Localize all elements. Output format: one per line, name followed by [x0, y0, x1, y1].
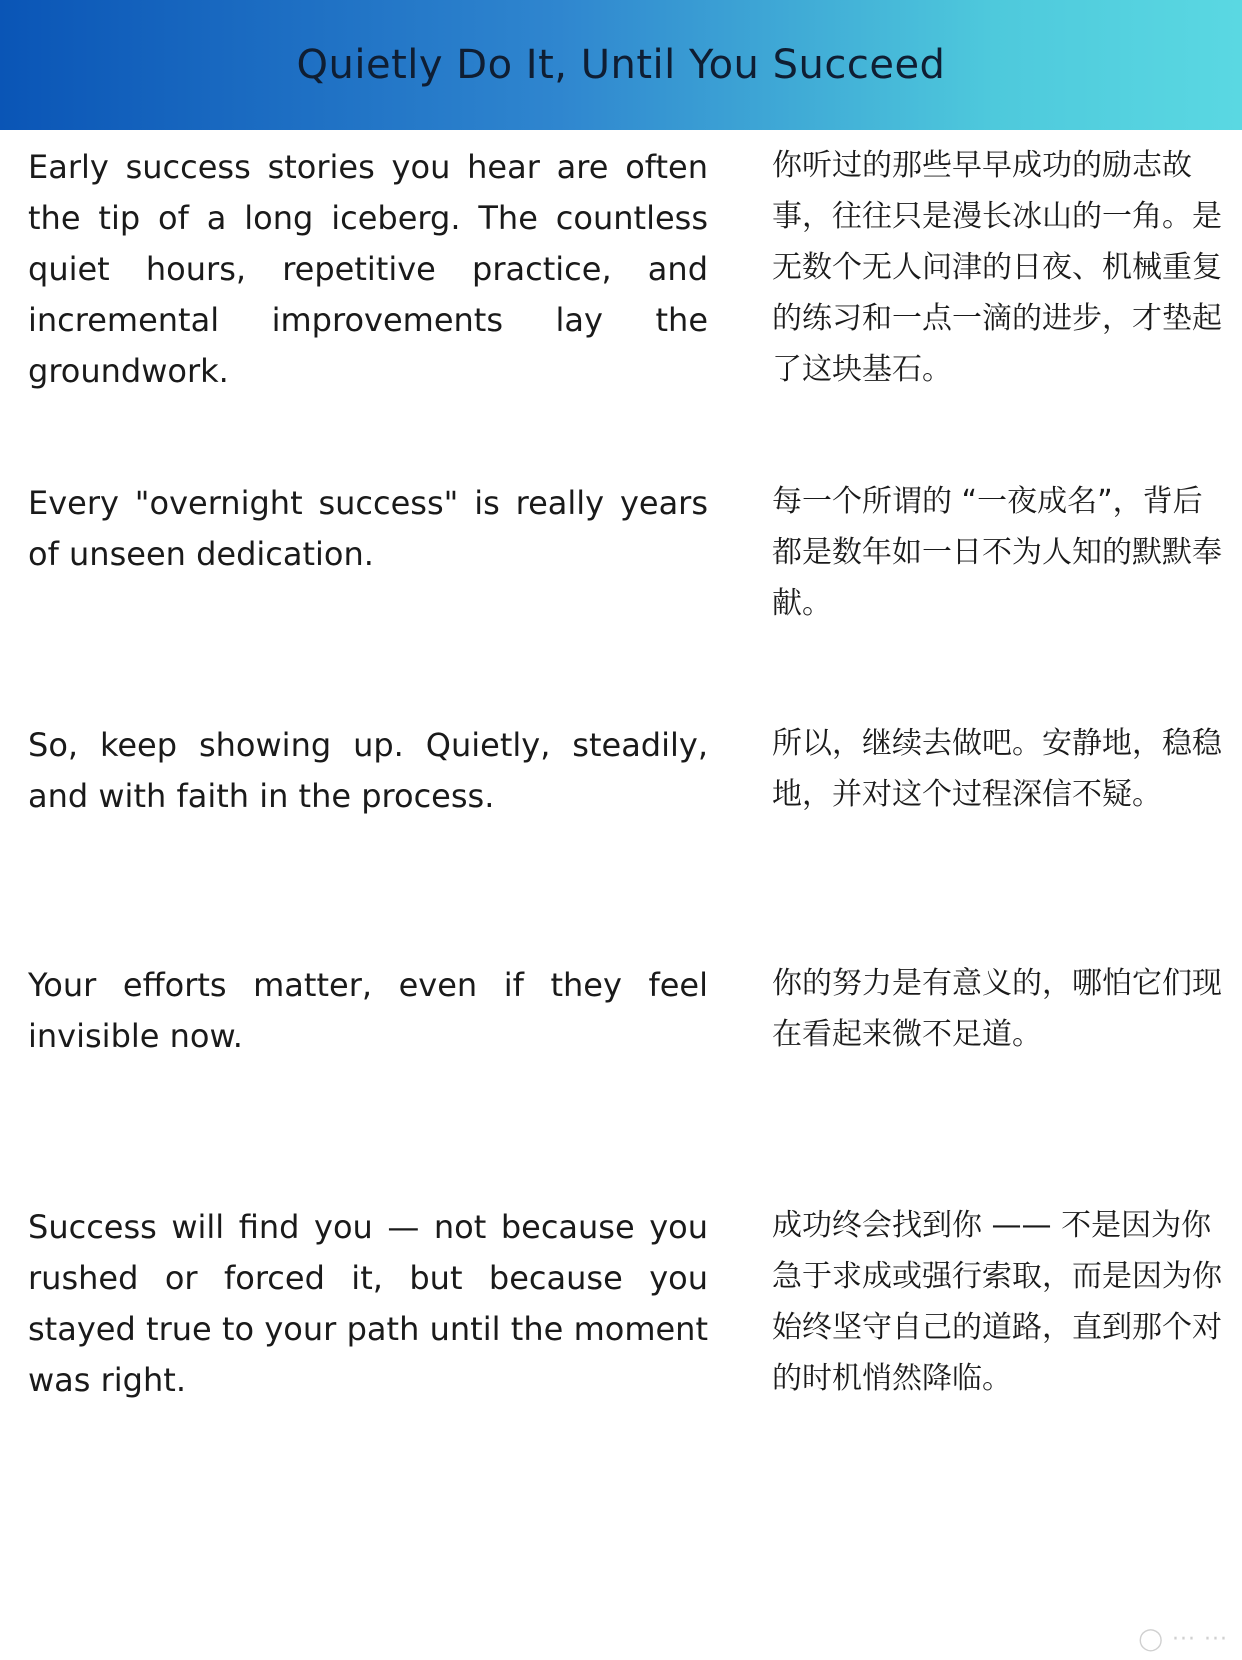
page-title: Quietly Do It, Until You Succeed	[296, 42, 946, 88]
watermark-logo: ◯ ··· ···	[1138, 1627, 1228, 1652]
english-text: So, keep showing up. Quietly, steadily, and with faith in the process.	[28, 726, 708, 815]
chinese-text: 所以，继续去做吧。安静地，稳稳地，并对这个过程深信不疑。	[772, 726, 1222, 812]
english-text: Every "overnight success" is really years of unseen dedication.	[28, 484, 708, 573]
chinese-text: 你的努力是有意义的，哪怕它们现在看起来微不足道。	[772, 966, 1222, 1052]
english-text: Your efforts matter, even if they feel invisible now.	[28, 966, 708, 1055]
chinese-text: 成功终会找到你 —— 不是因为你急于求成或强行索取，而是因为你始终坚守自己的道路，直到那个对的时机悄然降临。	[772, 1208, 1222, 1396]
chinese-text: 每一个所谓的 “一夜成名”，背后都是数年如一日不为人知的默默奉献。	[772, 484, 1222, 621]
english-text: Success will find you — not because you rushed or forced it, but because you stayed true to your path until the moment was right.	[28, 1208, 708, 1399]
chinese-text: 你听过的那些早早成功的励志故事，往往只是漫长冰山的一角。是无数个无人问津的日夜、机械重复的练习和一点一滴的进步，才垫起了这块基石。	[772, 148, 1222, 387]
title-banner	[0, 0, 1242, 130]
english-text: Early success stories you hear are often the tip of a long iceberg. The countless quiet hours, repetitive practice, and incremental improvements lay the groundwork.	[28, 148, 708, 390]
